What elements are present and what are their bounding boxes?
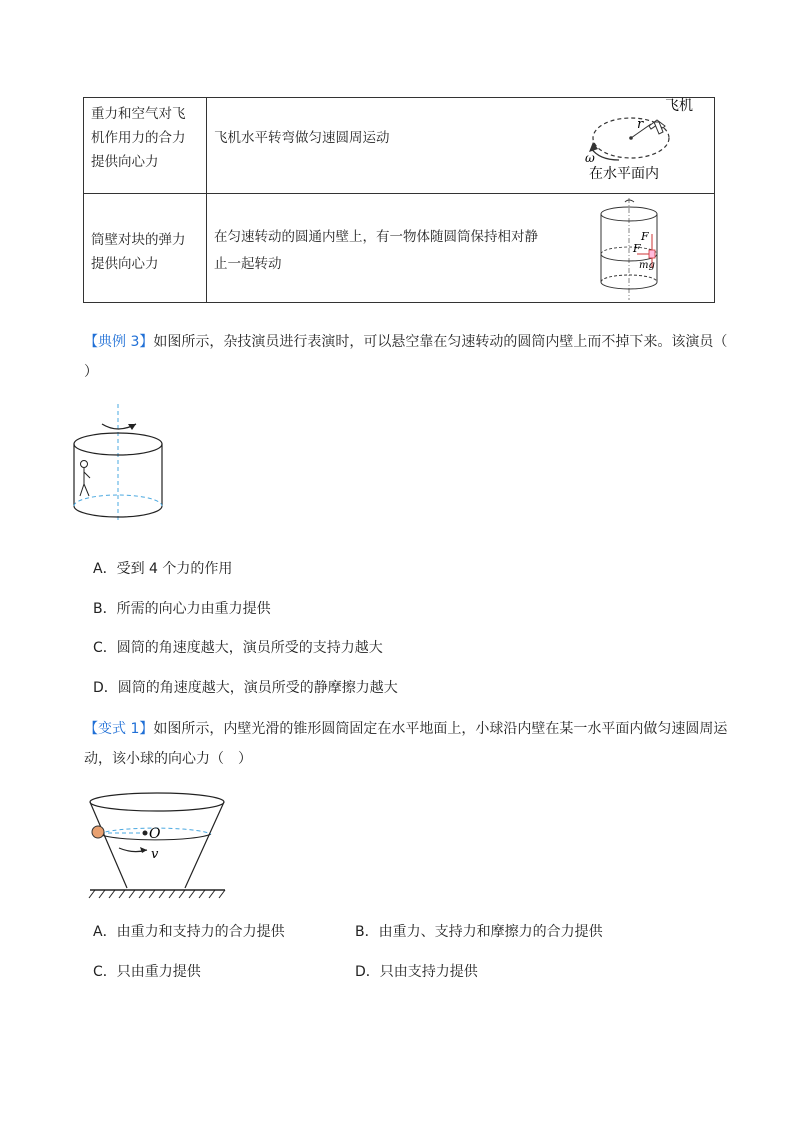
- ball-icon: [92, 826, 104, 838]
- table-cell-right: [207, 98, 715, 194]
- airplane-figure: [579, 98, 719, 194]
- cylinder-block-figure: [597, 196, 667, 302]
- example3-text: 如图所示，杂技演员进行表演时，可以悬空靠在匀速转动的圆筒内壁上而不掉下来。该演员（: [153, 334, 728, 350]
- variant1-text: 如图所示，内壁光滑的锥形圆筒固定在水平地面上，小球沿内壁在某一水平面内做匀速圆周运: [153, 721, 728, 737]
- velocity-v-label: v: [151, 847, 159, 862]
- variant1-option-a[interactable]: A．由重力和支持力的合力提供: [93, 924, 285, 940]
- cell-description: 飞机水平转弯做匀速圆周运动: [214, 130, 390, 146]
- cone-figure: [85, 790, 230, 900]
- f1-label: F: [641, 230, 649, 243]
- variant1-tag: 【变式 1】: [84, 721, 154, 737]
- table-cell-right: [207, 194, 715, 303]
- comparison-table: [83, 97, 715, 303]
- mg-label: mg: [639, 260, 655, 271]
- variant1-option-d[interactable]: D．只由支持力提供: [355, 964, 478, 980]
- variant1-option-b[interactable]: B．由重力、支持力和摩擦力的合力提供: [355, 924, 603, 940]
- cell-line: 筒壁对块的弹力: [91, 232, 186, 248]
- r-label: r: [637, 117, 644, 132]
- airplane-icon: [649, 120, 665, 134]
- cell-line: 提供向心力: [91, 256, 159, 272]
- acrobat-cylinder-figure: [70, 404, 170, 524]
- example3-option-c[interactable]: C．圆筒的角速度越大，演员所受的支持力越大: [93, 640, 383, 656]
- cell-description: [214, 224, 538, 278]
- example3-option-b[interactable]: B．所需的向心力由重力提供: [93, 601, 271, 617]
- cell-line: 重力和空气对飞: [91, 106, 186, 122]
- omega-label: ω: [585, 151, 595, 165]
- variant1-stem-line2: 动，该小球的向心力（ ）: [84, 751, 252, 767]
- table-row: [84, 194, 715, 303]
- example3-tag: 【典例 3】: [84, 334, 154, 350]
- plane-label: 飞机: [665, 98, 693, 114]
- example3-stem-line2: ）: [84, 364, 98, 380]
- cell-line: 止一起转动: [214, 256, 282, 272]
- acrobat-icon: [80, 461, 90, 497]
- variant1-stem-line1: [84, 714, 727, 744]
- variant1-option-c[interactable]: C．只由重力提供: [93, 964, 201, 980]
- cell-line: 提供向心力: [91, 154, 159, 170]
- center-o-label: O: [149, 826, 161, 842]
- example3-option-a[interactable]: A．受到 4 个力的作用: [93, 561, 233, 577]
- cell-line: 在匀速转动的圆通内壁上，有一物体随圆筒保持相对静: [214, 229, 538, 245]
- cell-line: 机作用力的合力: [91, 130, 186, 146]
- table-cell-left: [84, 98, 207, 194]
- ground-hatch: [89, 890, 225, 898]
- example3-stem-line1: [84, 327, 727, 357]
- horizontal-plane-caption: 在水平面内: [589, 166, 659, 182]
- f2-label: F: [633, 242, 641, 255]
- table-cell-left: [84, 194, 207, 303]
- example3-option-d[interactable]: D．圆筒的角速度越大，演员所受的静摩擦力越大: [93, 680, 398, 696]
- table-row: [84, 98, 715, 194]
- block-icon: [649, 250, 655, 258]
